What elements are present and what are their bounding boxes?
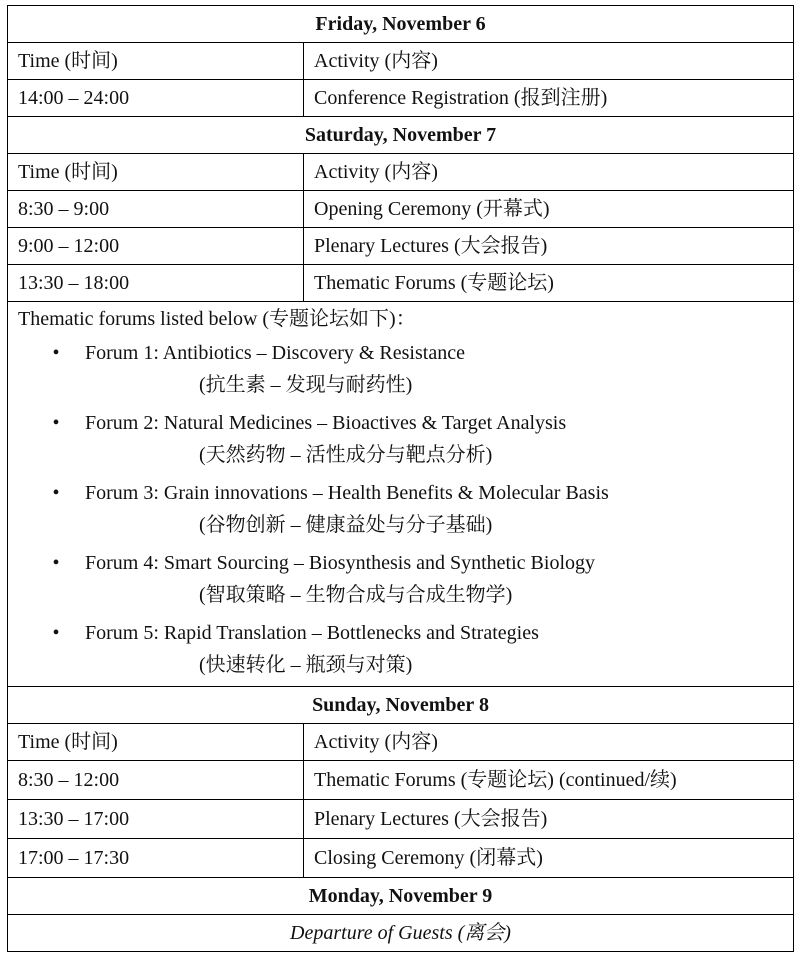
time-column-header: Time (时间) <box>8 43 304 80</box>
departure-row <box>8 915 794 952</box>
day-heading-row <box>8 6 794 43</box>
schedule-table <box>7 5 794 952</box>
forum-title: Forum 2: Natural Medicines – Bioactives & Target Analysis <box>85 412 567 434</box>
departure-note: Departure of Guests (离会) <box>8 915 794 952</box>
forum-title-chinese: (天然药物 – 活性成分与靶点分析) <box>199 444 493 466</box>
forum-item-1 <box>18 336 783 406</box>
forum-title-chinese: (智取策略 – 生物合成与合成生物学) <box>199 584 513 606</box>
forum-title-chinese: (快速转化 – 瓶颈与对策) <box>199 654 413 676</box>
forum-title: Forum 5: Rapid Translation – Bottlenecks and Strategies <box>85 622 539 644</box>
time-cell: 14:00 – 24:00 <box>8 80 304 117</box>
activity-cell: Plenary Lectures (大会报告) <box>304 800 794 839</box>
column-header-row <box>8 43 794 80</box>
bullet-icon: • <box>52 482 60 504</box>
forum-item-5 <box>18 616 783 686</box>
activity-cell: Opening Ceremony (开幕式) <box>304 191 794 228</box>
day-heading: Friday, November 6 <box>8 6 794 43</box>
activity-column-header: Activity (内容) <box>304 724 794 761</box>
bullet-icon: • <box>52 342 60 364</box>
table-row <box>8 265 794 302</box>
bullet-icon: • <box>52 552 60 574</box>
forum-item-3 <box>18 476 783 546</box>
time-cell: 8:30 – 12:00 <box>8 761 304 800</box>
forum-title-chinese: (抗生素 – 发现与耐药性) <box>199 374 413 396</box>
forum-title: Forum 1: Antibiotics – Discovery & Resistance <box>85 342 465 364</box>
column-header-row <box>8 724 794 761</box>
day-heading: Saturday, November 7 <box>8 117 794 154</box>
forum-title: Forum 4: Smart Sourcing – Biosynthesis and Synthetic Biology <box>85 552 595 574</box>
table-row <box>8 839 794 878</box>
forum-item-2 <box>18 406 783 476</box>
activity-cell: Plenary Lectures (大会报告) <box>304 228 794 265</box>
table-row <box>8 80 794 117</box>
time-column-header: Time (时间) <box>8 724 304 761</box>
time-cell: 8:30 – 9:00 <box>8 191 304 228</box>
forums-cell <box>8 302 794 687</box>
time-cell: 13:30 – 18:00 <box>8 265 304 302</box>
bullet-icon: • <box>52 622 60 644</box>
day-heading: Sunday, November 8 <box>8 687 794 724</box>
day-heading: Monday, November 9 <box>8 878 794 915</box>
activity-cell: Conference Registration (报到注册) <box>304 80 794 117</box>
time-cell: 9:00 – 12:00 <box>8 228 304 265</box>
table-row <box>8 800 794 839</box>
time-cell: 13:30 – 17:00 <box>8 800 304 839</box>
day-heading-row <box>8 878 794 915</box>
time-column-header: Time (时间) <box>8 154 304 191</box>
table-row <box>8 191 794 228</box>
day-heading-row <box>8 687 794 724</box>
forum-title: Forum 3: Grain innovations – Health Benefits & Molecular Basis <box>85 482 609 504</box>
activity-cell: Thematic Forums (专题论坛) <box>304 265 794 302</box>
time-cell: 17:00 – 17:30 <box>8 839 304 878</box>
forums-row <box>8 302 794 687</box>
activity-cell: Thematic Forums (专题论坛) (continued/续) <box>304 761 794 800</box>
forum-title-chinese: (谷物创新 – 健康益处与分子基础) <box>199 514 493 536</box>
forum-list <box>18 336 783 686</box>
forums-intro: Thematic forums listed below (专题论坛如下)： <box>18 308 416 330</box>
activity-column-header: Activity (内容) <box>304 43 794 80</box>
column-header-row <box>8 154 794 191</box>
table-row <box>8 228 794 265</box>
day-heading-row <box>8 117 794 154</box>
table-row <box>8 761 794 800</box>
activity-column-header: Activity (内容) <box>304 154 794 191</box>
bullet-icon: • <box>52 412 60 434</box>
activity-cell: Closing Ceremony (闭幕式) <box>304 839 794 878</box>
forum-item-4 <box>18 546 783 616</box>
